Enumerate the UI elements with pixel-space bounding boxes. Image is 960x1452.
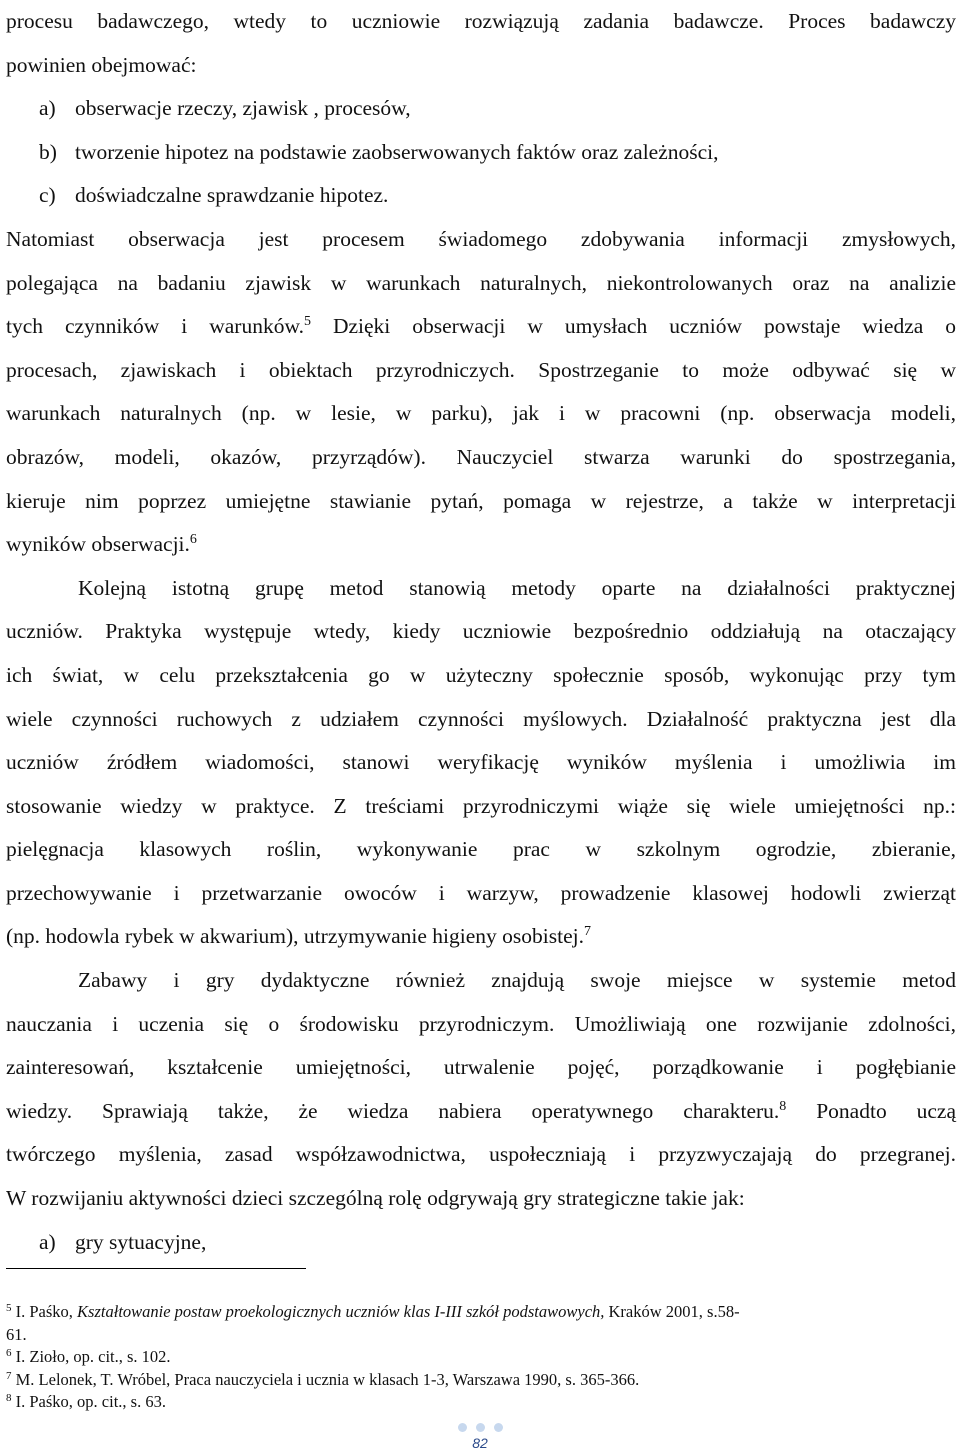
text-line: Kolejną istotną grupę metod stanowią metody oparte na działalności praktycznej <box>78 575 956 600</box>
text-line: Zabawy i gry dydaktyczne również znajdują swoje miejsce w systemie metod <box>78 968 956 993</box>
footnote-text: I. Paśko, op. cit., s. 63. <box>11 1392 166 1411</box>
text-line: zainteresowań, kształcenie umiejętności, utrwalenie pojęć, porządkowanie i pogłębianie <box>6 1055 956 1080</box>
text-span: Ponadto uczą <box>786 1098 956 1123</box>
footnote-number: 7 <box>6 1369 12 1382</box>
list-item-text: obserwacje rzeczy, zjawisk , procesów, <box>75 96 411 121</box>
page-footer <box>455 1423 505 1452</box>
footnote-number: 6 <box>6 1347 12 1359</box>
text-line: wiele czynności ruchowych z udziałem czynności myślowych. Działalność praktyczna jest dla <box>6 706 956 731</box>
text-line: obrazów, modeli, okazów, przyrządów). Nauczyciel stwarza warunki do spostrzegania, <box>6 444 956 469</box>
text-line: nauczania i uczenia się o środowisku przyrodniczym. Umożliwiają one rozwijanie zdolności, <box>6 1011 956 1036</box>
list-item-text: tworzenie hipotez na podstawie zaobserwowanych faktów oraz zależności, <box>75 139 719 164</box>
text-line: uczniów. Praktyka występuje wtedy, kiedy uczniowie bezpośrednio oddziałują na otaczający <box>6 619 956 644</box>
body-text <box>6 0 956 1264</box>
text-line: kieruje nim poprzez umiejętne stawianie pytań, pomaga w rejestrze, a także w interpretacji <box>6 488 956 513</box>
footnote-separator <box>6 1268 306 1269</box>
footnote <box>6 1346 946 1369</box>
text-line <box>6 305 956 349</box>
footnote-continuation: 61. <box>6 1324 27 1344</box>
text-line: Natomiast obserwacja jest procesem świadomego zdobywania informacji zmysłowych, <box>6 226 956 251</box>
text-line <box>6 1090 956 1134</box>
dot-icon <box>494 1423 503 1432</box>
list-marker: b) <box>39 139 57 164</box>
dot-icon <box>476 1423 485 1432</box>
footnote-ref: 8 <box>779 1098 787 1114</box>
footnotes <box>6 1301 946 1414</box>
text-line: przechowywanie i przetwarzanie owoców i warzyw, prowadzenie klasowej hodowli zwierząt <box>6 880 956 905</box>
footnote-text: M. Lelonek, T. Wróbel, Praca nauczyciela i ucznia w klasach 1-3, Warszawa 1990, s. 365-366. <box>11 1369 640 1389</box>
page-number: 82 <box>472 1435 488 1451</box>
footnote <box>6 1301 946 1324</box>
footnote <box>6 1391 946 1414</box>
footnote <box>6 1369 946 1392</box>
list-item-text: doświadczalne sprawdzanie hipotez. <box>75 183 389 208</box>
list-item <box>6 87 956 131</box>
footnote-text: I. Zioło, op. cit., s. 102. <box>11 1347 171 1366</box>
footnote-ref: 5 <box>303 314 311 330</box>
footnote-title: Kształtowanie postaw proekologicznych uczniów klas I-III szkół podstawowych, <box>77 1302 605 1321</box>
footnote-text: I. Paśko, <box>11 1302 78 1321</box>
text-span: tych czynników i warunków. <box>6 314 304 339</box>
dots-ornament-icon <box>455 1423 505 1432</box>
list-marker: a) <box>39 96 56 121</box>
text-line: W rozwijaniu aktywności dzieci szczególną rolę odgrywają gry strategiczne takie jak: <box>6 1186 745 1211</box>
text-span: wiedzy. Sprawiają także, że wiedza nabiera operatywnego charakteru. <box>6 1098 780 1123</box>
text-line: procesach, zjawiskach i obiektach przyrodniczych. Spostrzeganie to może odbywać się w <box>6 357 956 382</box>
text-line: twórczego myślenia, zasad współzawodnictwa, uspołeczniają i przyzwyczajają do przegranej. <box>6 1142 956 1167</box>
text-span: (np. hodowla rybek w akwarium), utrzymywanie higieny osobistej. <box>6 924 584 949</box>
text-line: ich świat, w celu przekształcenia go w użyteczny społecznie sposób, wykonując przy tym <box>6 662 956 687</box>
text-span: wyników obserwacji. <box>6 532 190 557</box>
list-item <box>6 1221 956 1265</box>
text-line: procesu badawczego, wtedy to uczniowie rozwiązują zadania badawcze. Proces badawczy <box>6 9 956 33</box>
text-line: stosowanie wiedzy w praktyce. Z treściami przyrodniczymi wiąże się wiele umiejętności np.: <box>6 793 956 818</box>
text-line: warunkach naturalnych (np. w lesie, w parku), jak i w pracowni (np. obserwacja modeli, <box>6 401 956 426</box>
footnote-number: 5 <box>6 1302 12 1314</box>
footnote-ref: 6 <box>189 532 197 548</box>
text-line: uczniów źródłem wiadomości, stanowi weryfikację wyników myślenia i umożliwia im <box>6 750 956 775</box>
list-item <box>6 131 956 175</box>
footnote-number: 8 <box>6 1392 12 1404</box>
list-marker: a) <box>39 1229 56 1254</box>
text-line <box>6 915 956 959</box>
text-span: Dzięki obserwacji w umysłach uczniów powstaje wiedza o <box>310 314 956 339</box>
footnote-text: Kraków 2001, s.58- <box>604 1302 740 1321</box>
list-item-text: gry sytuacyjne, <box>75 1229 207 1254</box>
text-line: powinien obejmować: <box>6 52 197 77</box>
text-line <box>6 523 956 567</box>
list-item <box>6 174 956 218</box>
dot-icon <box>458 1423 467 1432</box>
footnote-ref: 7 <box>583 924 591 940</box>
list-marker: c) <box>39 183 56 208</box>
text-line: polegająca na badaniu zjawisk w warunkach naturalnych, niekontrolowanych oraz na analizie <box>6 270 956 295</box>
text-line: pielęgnacja klasowych roślin, wykonywanie prac w szkolnym ogrodzie, zbieranie, <box>6 837 956 862</box>
